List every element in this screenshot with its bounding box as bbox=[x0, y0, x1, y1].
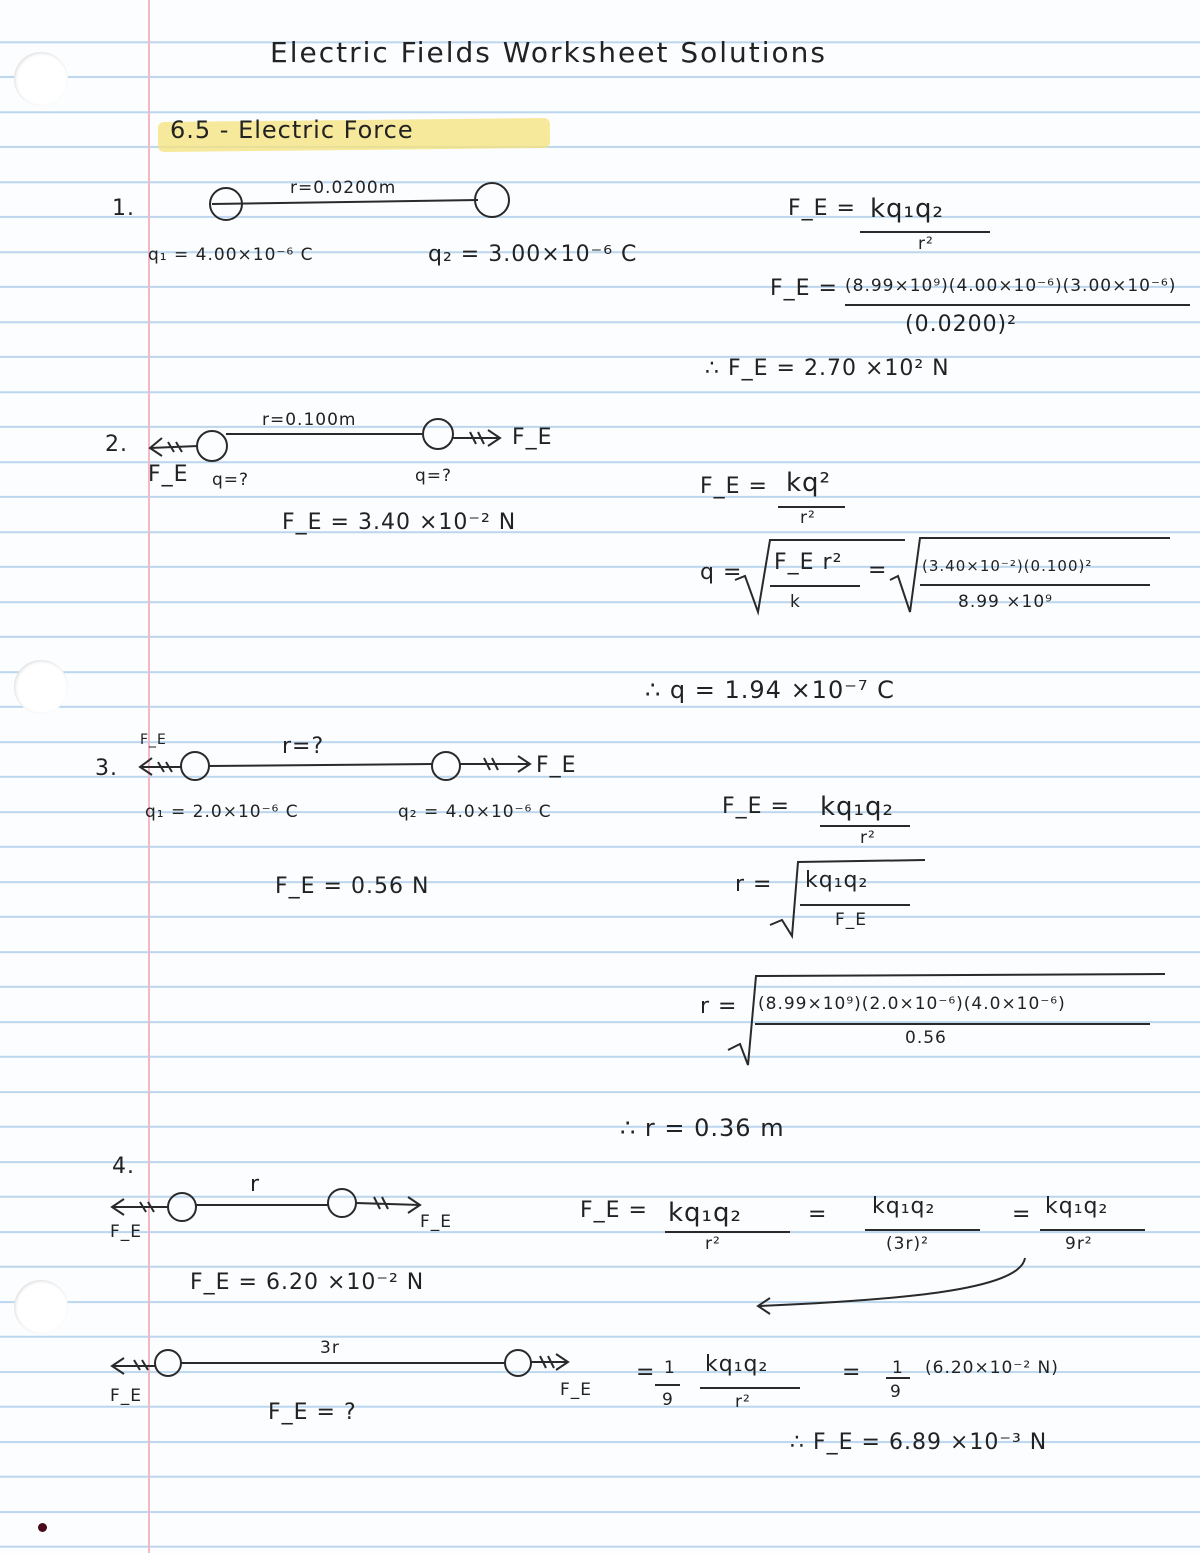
problem-2-eq2-denominator-values: 8.99 ×10⁹ bbox=[958, 592, 1053, 612]
problem-4-force-left: F_E bbox=[110, 1222, 143, 1242]
problem-3-eq3-denominator: 0.56 bbox=[905, 1028, 947, 1048]
problem-2-eq2-denominator: k bbox=[790, 592, 801, 612]
problem-2-eq2-numerator: F_E r² bbox=[774, 550, 843, 575]
problem-2-force-left: F_E bbox=[148, 462, 189, 487]
problem-4-eq2-equals-2: = bbox=[842, 1360, 862, 1385]
problem-4-eq1-numerator: kq₁q₂ bbox=[668, 1198, 742, 1228]
problem-1-eq2-lhs: F_E = bbox=[770, 276, 838, 301]
problem-2-distance: r=0.100m bbox=[262, 410, 357, 430]
problem-4-eq2-fraction-denominator: 9 bbox=[662, 1390, 674, 1410]
problem-3-distance: r=? bbox=[282, 734, 325, 759]
problem-3-eq3-lhs: r = bbox=[700, 994, 738, 1019]
problem-4-eq2-equals: = bbox=[636, 1360, 656, 1385]
problem-1-eq2-denominator: (0.0200)² bbox=[905, 312, 1017, 337]
problem-2-eq2-lhs: q = bbox=[700, 560, 743, 585]
problem-3-eq1-denominator: r² bbox=[860, 828, 876, 848]
problem-4-given: F_E = 6.20 ×10⁻² N bbox=[190, 1270, 425, 1295]
problem-3-charge-2: q₂ = 4.0×10⁻⁶ C bbox=[398, 802, 552, 822]
problem-4-eq1-b-numerator: kq₁q₂ bbox=[872, 1194, 936, 1219]
problem-3-eq2-denominator: F_E bbox=[835, 910, 868, 930]
problem-3-eq2-lhs: r = bbox=[735, 872, 773, 897]
problem-3-eq1-lhs: F_E = bbox=[722, 794, 790, 819]
problem-2-given: F_E = 3.40 ×10⁻² N bbox=[282, 510, 517, 535]
problem-4-eq1-equals: = bbox=[808, 1202, 828, 1227]
problem-3-given: F_E = 0.56 N bbox=[275, 874, 430, 899]
problem-4-answer: ∴ F_E = 6.89 ×10⁻³ N bbox=[790, 1430, 1048, 1455]
problem-4-eq1-equals-2: = bbox=[1012, 1202, 1032, 1227]
problem-4-eq1-c-denominator: 9r² bbox=[1065, 1234, 1093, 1254]
problem-1-number: 1. bbox=[112, 196, 135, 221]
problem-3-force-left: F_E bbox=[140, 732, 167, 748]
problem-3-charge-1: q₁ = 2.0×10⁻⁶ C bbox=[145, 802, 299, 822]
problem-1-eq2-numerator: (8.99×10⁹)(4.00×10⁻⁶)(3.00×10⁻⁶) bbox=[845, 276, 1177, 296]
problem-4-force-right: F_E bbox=[420, 1212, 453, 1232]
problem-2-eq1-numerator: kq² bbox=[786, 468, 831, 498]
problem-4-eq1-denominator: r² bbox=[705, 1234, 721, 1254]
problem-2-number: 2. bbox=[105, 432, 128, 457]
problem-4-eq2-fraction-numerator-2: 1 bbox=[892, 1358, 904, 1378]
problem-2-charge-right: q=? bbox=[415, 466, 453, 486]
problem-4-distance: r bbox=[250, 1172, 261, 1197]
problem-2-charge-left: q=? bbox=[212, 470, 250, 490]
problem-4-eq1-c-numerator: kq₁q₂ bbox=[1045, 1194, 1109, 1219]
problem-1-eq1-lhs: F_E = bbox=[788, 196, 856, 221]
problem-4-eq1-lhs: F_E = bbox=[580, 1198, 648, 1223]
problem-4-number: 4. bbox=[112, 1154, 135, 1179]
problem-4-eq2-denominator: r² bbox=[735, 1392, 751, 1412]
problem-3-answer: ∴ r = 0.36 m bbox=[620, 1114, 785, 1142]
problem-1-answer: ∴ F_E = 2.70 ×10² N bbox=[705, 356, 950, 381]
problem-1-eq1-numerator: kq₁q₂ bbox=[870, 194, 944, 224]
problem-4-eq2-fraction-numerator: 1 bbox=[664, 1358, 676, 1378]
problem-3-force-right: F_E bbox=[536, 753, 577, 778]
problem-2-eq2-equals: = bbox=[868, 558, 888, 583]
problem-1-eq1-denominator: r² bbox=[918, 234, 934, 254]
problem-3-eq3-numerator: (8.99×10⁹)(2.0×10⁻⁶)(4.0×10⁻⁶) bbox=[758, 994, 1066, 1014]
section-heading: 6.5 - Electric Force bbox=[170, 116, 414, 144]
problem-4-force-right-2: F_E bbox=[560, 1380, 593, 1400]
problem-4-distance-3r: 3r bbox=[320, 1338, 340, 1358]
page-title: Electric Fields Worksheet Solutions bbox=[270, 36, 827, 69]
problem-2-eq1-lhs: F_E = bbox=[700, 474, 768, 499]
problem-4-eq2-fraction-denominator-2: 9 bbox=[890, 1382, 902, 1402]
problem-1-charge-1: q₁ = 4.00×10⁻⁶ C bbox=[148, 245, 314, 265]
problem-4-eq2-numerator: kq₁q₂ bbox=[705, 1352, 769, 1377]
problem-3-eq2-numerator: kq₁q₂ bbox=[805, 868, 869, 893]
problem-2-answer: ∴ q = 1.94 ×10⁻⁷ C bbox=[645, 676, 895, 704]
problem-2-eq1-denominator: r² bbox=[800, 508, 816, 528]
problem-1-distance: r=0.0200m bbox=[290, 178, 397, 198]
problem-4-unknown: F_E = ? bbox=[268, 1400, 357, 1425]
problem-3-eq1-numerator: kq₁q₂ bbox=[820, 792, 894, 822]
problem-3-number: 3. bbox=[95, 756, 118, 781]
problem-4-eq1-b-denominator: (3r)² bbox=[886, 1234, 929, 1254]
problem-4-force-left-2: F_E bbox=[110, 1386, 143, 1406]
problem-1-charge-2: q₂ = 3.00×10⁻⁶ C bbox=[428, 242, 638, 267]
problem-4-eq2-rhs: (6.20×10⁻² N) bbox=[925, 1358, 1059, 1378]
problem-2-force-right: F_E bbox=[512, 425, 553, 450]
problem-2-eq2-numerator-values: (3.40×10⁻²)(0.100)² bbox=[922, 557, 1093, 575]
